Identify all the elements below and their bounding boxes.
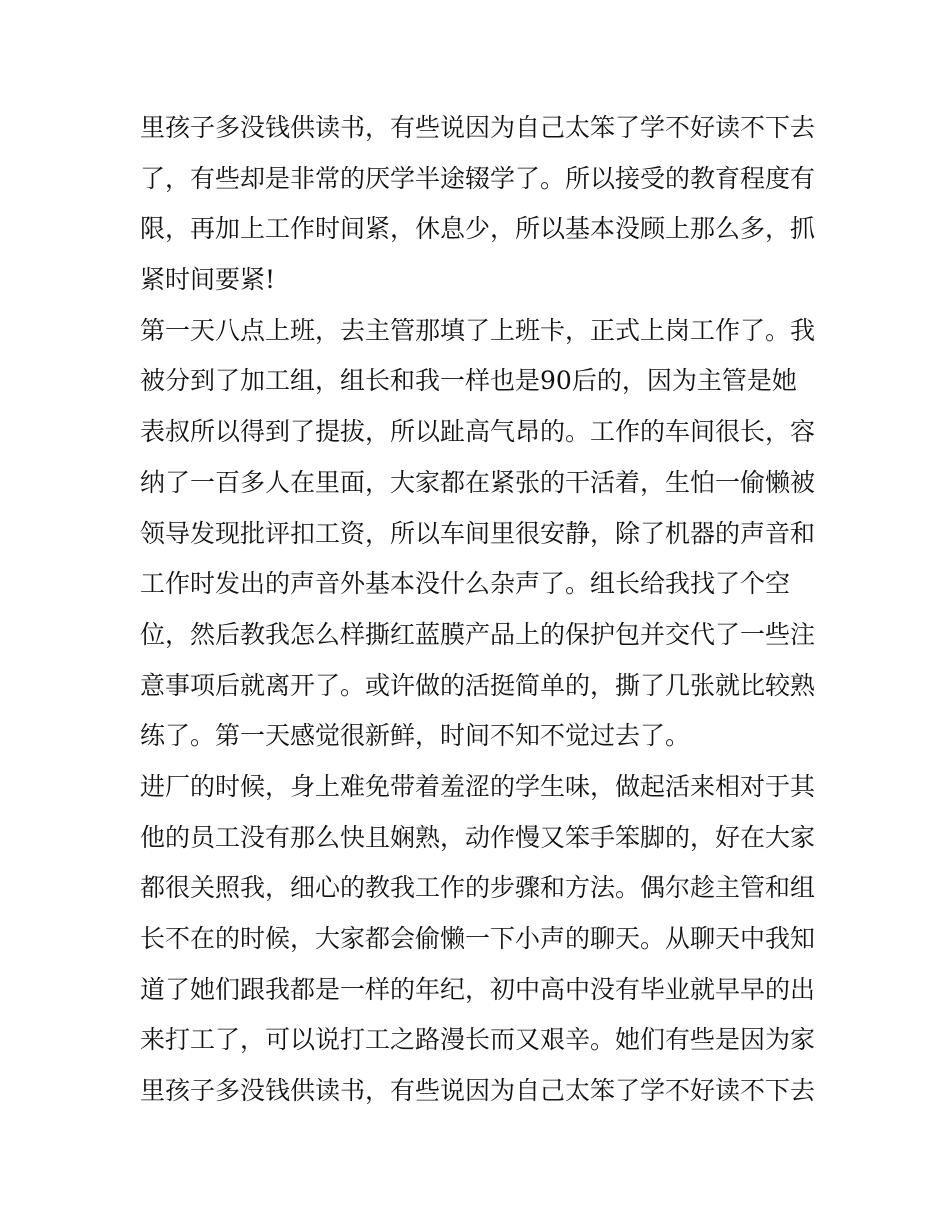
text-line: 意事项后就离开了。或许做的活挺简单的，撕了几张就比较熟 [140, 670, 816, 700]
text-line: 里孩子多没钱供读书，有些说因为自己太笨了学不好读不下去 [140, 1076, 816, 1106]
text-line: 被分到了加工组，组长和我一样也是90后的，因为主管是她 [140, 366, 797, 396]
text-line: 限，再加上工作时间紧，休息少，所以基本没顾上那么多，抓 [140, 214, 816, 244]
text-line: 里孩子多没钱供读书，有些说因为自己太笨了学不好读不下去 [140, 113, 816, 142]
text-line: 了，有些却是非常的厌学半途辍学了。所以接受的教育程度有 [140, 163, 816, 193]
text-line: 都很关照我，细心的教我工作的步骤和方法。偶尔趁主管和组 [140, 873, 816, 903]
document-body [140, 103, 830, 1117]
text-line: 来打工了，可以说打工之路漫长而又艰辛。她们有些是因为家 [140, 1025, 816, 1055]
text-line: 进厂的时候，身上难免带着羞涩的学生味，做起活来相对于其 [140, 771, 816, 801]
text-line: 他的员工没有那么快且娴熟，动作慢又笨手笨脚的，好在大家 [140, 822, 816, 852]
text-line: 长不在的时候，大家都会偷懒一下小声的聊天。从聊天中我知 [140, 924, 816, 953]
text-line: 纳了一百多人在里面，大家都在紧张的干活着，生怕一偷懒被 [140, 467, 816, 497]
text-line: 练了。第一天感觉很新鲜，时间不知不觉过去了。 [140, 721, 691, 751]
text-line: 道了她们跟我都是一样的年纪，初中高中没有毕业就早早的出 [140, 974, 816, 1004]
text-line: 第一天八点上班，去主管那填了上班卡，正式上岗工作了。我 [140, 315, 816, 345]
text-line: 工作时发出的声音外基本没什么杂声了。组长给我找了个空 [140, 569, 791, 599]
text-line: 领导发现批评扣工资，所以车间里很安静，除了机器的声音和 [140, 518, 816, 548]
text-line: 表叔所以得到了提拔，所以趾高气昂的。工作的车间很长，容 [140, 417, 816, 447]
text-line: 位，然后教我怎么样撕红蓝膜产品上的保护包并交代了一些注 [140, 619, 816, 649]
text-line: 紧时间要紧! [140, 265, 276, 295]
